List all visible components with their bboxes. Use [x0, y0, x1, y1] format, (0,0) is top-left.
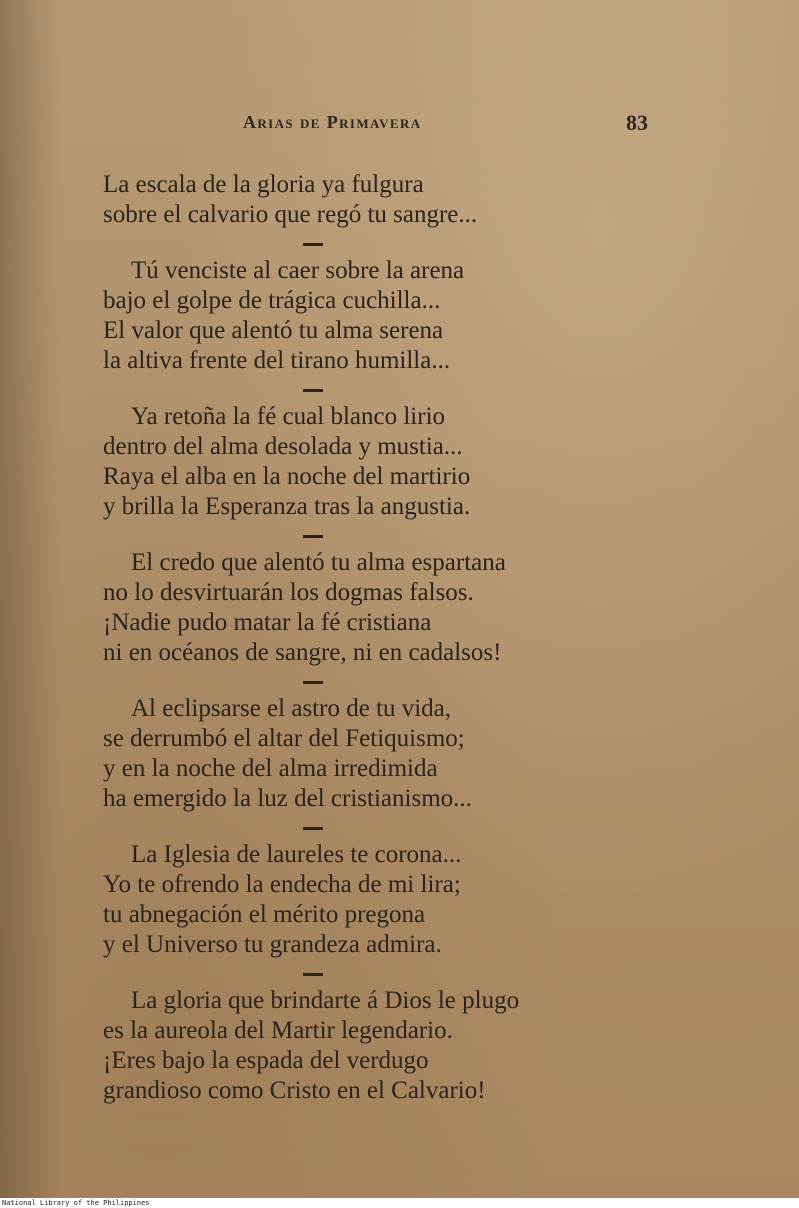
verse-line: ¡Nadie pudo matar la fé cristiana — [103, 609, 432, 636]
page-number: 83 — [626, 110, 648, 135]
verse-line: La Iglesia de laureles te corona... — [131, 841, 462, 868]
page-edge-shadow — [0, 0, 60, 1198]
verse-line: La gloria que brindarte á Dios le plugo — [131, 987, 520, 1014]
verse-line: sobre el calvario que regó tu sangre... — [103, 201, 478, 228]
stanza — [103, 986, 703, 1106]
stanza-divider — [303, 681, 323, 684]
stanza-divider — [303, 535, 323, 538]
stanza — [103, 694, 703, 814]
stanza-divider — [303, 973, 323, 976]
verse-line: Yo te ofrendo la endecha de mi lira; — [103, 871, 461, 898]
stanza-divider — [303, 243, 323, 246]
verse-line: ni en océanos de sangre, ni en cadalsos! — [103, 639, 502, 666]
running-title: Arias de Primavera — [243, 112, 422, 132]
stanza-divider — [303, 389, 323, 392]
verse-line: y el Universo tu grandeza admira. — [103, 931, 442, 958]
library-credit: National Library of the Philippines — [2, 1199, 150, 1207]
stanza-divider — [303, 827, 323, 830]
verse-line: ha emergido la luz del cristianismo... — [103, 785, 472, 812]
verse-line: la altiva frente del tirano humilla... — [103, 347, 451, 374]
stanza — [103, 840, 703, 960]
verse-line: bajo el golpe de trágica cuchilla... — [103, 287, 441, 314]
stanza — [103, 170, 703, 230]
verse-line: no lo desvirtuarán los dogmas falsos. — [103, 579, 474, 606]
stanza — [103, 402, 703, 522]
verse-line: Al eclipsarse el astro de tu vida, — [131, 695, 452, 722]
verse-line: Raya el alba en la noche del martirio — [103, 463, 471, 490]
verse-line: es la aureola del Martir legendario. — [103, 1017, 453, 1044]
verse-line: ¡Eres bajo la espada del verdugo — [103, 1047, 429, 1074]
poem-body — [103, 170, 703, 1106]
verse-line: y en la noche del alma irredimida — [103, 755, 438, 782]
verse-line: dentro del alma desolada y mustia... — [103, 433, 463, 460]
verse-line: El credo que alentó tu alma espartana — [131, 549, 506, 576]
verse-line: La escala de la gloria ya fulgura — [103, 171, 424, 198]
stanza — [103, 256, 703, 376]
verse-line: Tú venciste al caer sobre la arena — [131, 257, 465, 284]
verse-line: se derrumbó el altar del Fetiquismo; — [103, 725, 465, 752]
verse-line: tu abnegación el mérito pregona — [103, 901, 426, 928]
stanza — [103, 548, 703, 668]
verse-line: El valor que alentó tu alma serena — [103, 317, 444, 344]
verse-line: grandioso como Cristo en el Calvario! — [103, 1077, 486, 1104]
verse-line: y brilla la Esperanza tras la angustia. — [103, 493, 471, 520]
verse-line: Ya retoña la fé cual blanco lirio — [131, 403, 446, 430]
